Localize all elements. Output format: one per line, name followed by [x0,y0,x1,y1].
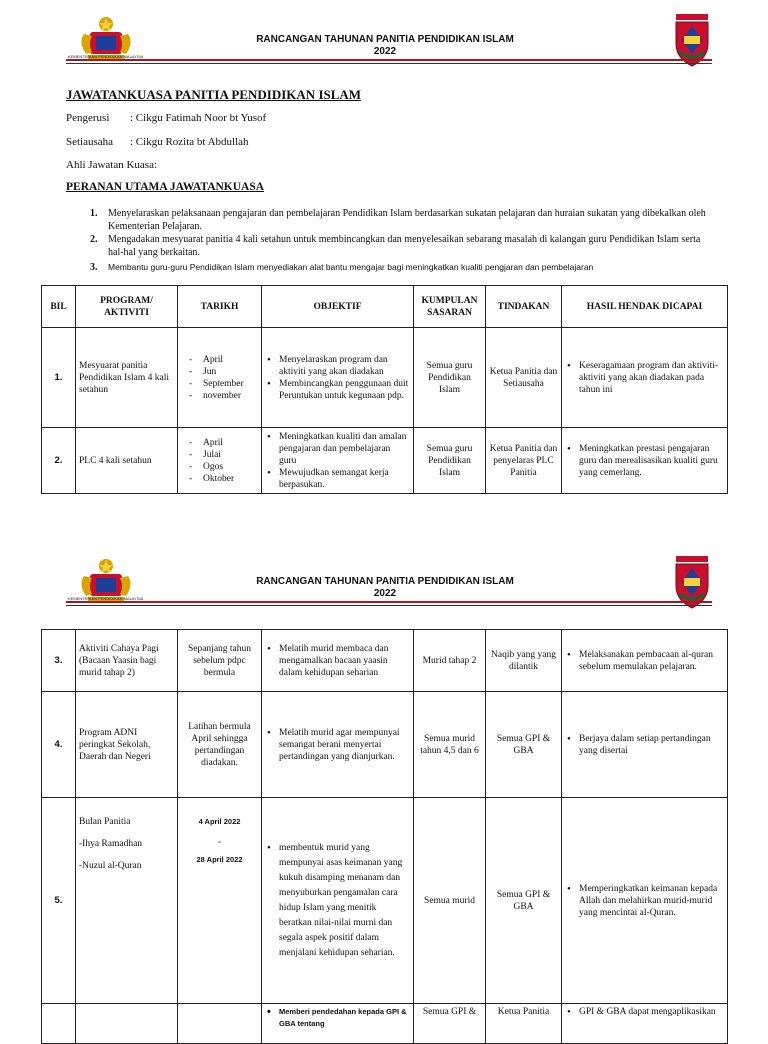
roles-title: PERANAN UTAMA JAWATANKUASA [66,181,265,193]
secretary-value: : Cikgu Rozita bt Abdullah [130,136,249,148]
header-rule-red [66,59,712,61]
row-bil: 1. [42,328,76,428]
malaysia-crest-icon [66,12,146,70]
outcome-item: • Keseragamaan program dan aktiviti-aktiviti yang akan diadakan pada tahun ini [579,360,724,396]
malaysia-crest-icon [66,554,146,612]
role-item [90,207,710,233]
chair-value: : Cikgu Fatimah Noor bt Yusof [130,112,267,124]
row-sasaran: Murid tahap 2 [414,630,486,692]
program-table-page1 [41,285,728,494]
row-bil: 2. [42,428,76,494]
date-line: 28 April 2022 [196,855,243,864]
outcome-item: • GPI & GBA dapat mengaplikasikan [579,1006,724,1018]
date-item: - Jun [203,366,258,378]
program-line: -Nuzul al-Quran [79,861,142,871]
col-header-sasaran: KUMPULAN SASARAN [414,286,486,328]
header-rule-red [66,601,712,603]
row-program: PLC 4 kali setahun [76,428,178,494]
program-line: -Ihya Ramadhan [79,839,143,849]
role-item [90,261,710,274]
row-tarikh: Latihan bermula April sehingga pertandingan diadakan. [178,692,262,798]
members-label: Ahli Jawatan Kuasa: [66,159,158,171]
objective-item: • Melatih murid membaca dan mengamalkan bacaan yaasin dalam kehidupan seharian [279,643,410,679]
row-tindakan: Ketua Panitia dan Setiausaha [486,328,562,428]
ministry-label: KEMENTERIAN PENDIDIKAN MALAYSIA [68,54,144,59]
program-table-page2 [41,629,728,1044]
row-program: Program ADNI peringkat Sekolah, Daerah dan Negeri [76,692,178,798]
date-item: - Julai [203,449,258,461]
doc-title [160,34,610,58]
header-rule-dark [66,63,712,64]
doc-title-year: 2022 [373,588,397,599]
row-program [76,798,178,1004]
row-objektif [262,428,414,494]
objective-item: • Meningkatkan kualiti dan amalan pengajaran dan pembelajaran guru [279,431,410,467]
col-header-program: PROGRAM/ AKTIVITI [76,286,178,328]
row-bil: 3. [42,630,76,692]
row-hasil [562,798,728,1004]
ministry-label: KEMENTERIAN PENDIDIKAN MALAYSIA [68,596,144,601]
date-item: - november [203,390,258,402]
col-header-objektif: OBJEKTIF [262,286,414,328]
row-sasaran: Semua guru Pendidikan Islam [414,428,486,494]
program-line: Bulan Panitia [79,817,131,827]
row-tindakan: Ketua Panitia dan penyelaras PLC Panitia [486,428,562,494]
objective-item: • Melatih murid agar mempunyai semangat berani menyertai pertandingan yang dianjurkan. [279,727,410,763]
row-tarikh [178,428,262,494]
row-program: Mesyuarat panitia Pendidikan Islam 4 kali setahun [76,328,178,428]
objective-item: • Mewujudkan semangat kerja berpasukan. [279,467,410,491]
table-header-row [42,286,728,328]
table-row [42,428,728,494]
doc-title [160,576,610,600]
header-rule-dark [66,605,712,606]
school-crest-icon [672,554,712,612]
row-tindakan: Semua GPI & GBA [486,692,562,798]
school-crest-icon [672,12,712,70]
row-program: Aktiviti Cahaya Pagi (Bacaan Yaasin bagi murid tahap 2) [76,630,178,692]
row-objektif [262,692,414,798]
outcome-item: • Berjaya dalam setiap pertandingan yang disertai [579,733,724,757]
page1-header [0,12,768,70]
committee-title: JAWATANKUASA PANITIA PENDIDIKAN ISLAM [66,87,362,102]
row-hasil [562,428,728,494]
row-hasil [562,328,728,428]
row-tindakan: Naqib yang yang dilantik [486,630,562,692]
row-objektif [262,630,414,692]
col-header-tindakan: TINDAKAN [486,286,562,328]
objective-item: • Menyelaraskan program dan aktiviti yang akan diadakan [279,354,410,378]
doc-title-year: 2022 [373,46,397,57]
row-sasaran: Semua murid tahun 4,5 dan 6 [414,692,486,798]
row-bil: 4. [42,692,76,798]
date-line: 4 April 2022 [198,817,241,826]
date-item: - September [203,378,258,390]
doc-title-line1: RANCANGAN TAHUNAN PANITIA PENDIDIKAN ISLAM [256,34,514,45]
role-num: 1. [90,208,98,219]
row-sasaran: Semua murid [414,798,486,1004]
date-line: - [218,837,221,846]
role-text: Membantu guru-guru Pendidikan Islam menyediakan alat bantu mengajar bagi meningkatkan kualiti pengjaran dan pembelajaran [108,262,594,272]
roles-list [90,207,710,274]
row-tarikh [178,328,262,428]
secretary-label: Setiausaha [66,136,114,148]
row-objektif [262,798,414,1004]
row-sasaran: Semua guru Pendidikan Islam [414,328,486,428]
page2-header [0,554,768,612]
row-tindakan: Ketua Panitia [486,1004,562,1044]
col-header-tarikh: TARIKH [178,286,262,328]
table-row [42,692,728,798]
table-row [42,630,728,692]
role-num: 3. [90,262,98,273]
row-tarikh [178,798,262,1004]
date-item: - Ogos [203,461,258,473]
col-header-hasil: HASIL HENDAK DICAPAI [562,286,728,328]
row-bil: 5. [42,798,76,1004]
row-tarikh: Sepanjang tahun sebelum pdpc bermula [178,630,262,692]
row-hasil [562,630,728,692]
outcome-item: • Melaksanakan pembacaan al-quran sebelum memulakan pelajaran. [579,649,724,673]
table-row [42,328,728,428]
date-item: - Oktober [203,473,258,485]
date-item: - April [203,354,258,366]
row-objektif [262,328,414,428]
role-num: 2. [90,234,98,245]
role-text: Mengadakan mesyuarat panitia 4 kali setahun untuk membincangkan dan menyelesaikan sebarang masalah di kalangan guru Pendidikan Islam serta hal-hal yang berkaitan. [108,234,701,258]
objective-item: • Membincangkan penggunaan duit Peruntukan untuk kegunaan pdp. [279,378,410,402]
objective-item: • membentuk murid yang mempunyai asas keimanan yang kukuh disamping menanam dan menyuburkan pengamalan cara hidup Islam yang menitik beratkan nilai-nilai murni dan segala aspek positif dalam menjalani kehidupan seharian. [279,841,410,961]
outcome-item: • Meningkatkan prestasi pengajaran guru dan merealisasikan kualiti guru yang cemerlang. [579,443,724,479]
chair-label: Pengerusi [66,112,110,124]
outcome-item: • Memperingkatkan keimanan kepada Allah dan melahirkan murid-murid yang mencintai al-Quran. [579,883,724,919]
row-sasaran: Semua GPI & [414,1004,486,1044]
date-item: - April [203,437,258,449]
doc-title-line1: RANCANGAN TAHUNAN PANITIA PENDIDIKAN ISLAM [256,576,514,587]
table-row [42,798,728,1004]
objective-item: • Memberi pendedahan kepada GPI & GBA tentang [279,1006,410,1030]
role-text: Menyelaraskan pelaksanaan pengajaran dan pembelajaran Pendidikan Islam berdasarkan sukatan pelajaran dan huraian sukatan yang dibekalkan oleh Kementerian Pelajaran. [108,208,706,232]
col-header-bil: BIL [42,286,76,328]
row-tindakan: Semua GPI & GBA [486,798,562,1004]
row-hasil [562,692,728,798]
role-item [90,233,710,259]
